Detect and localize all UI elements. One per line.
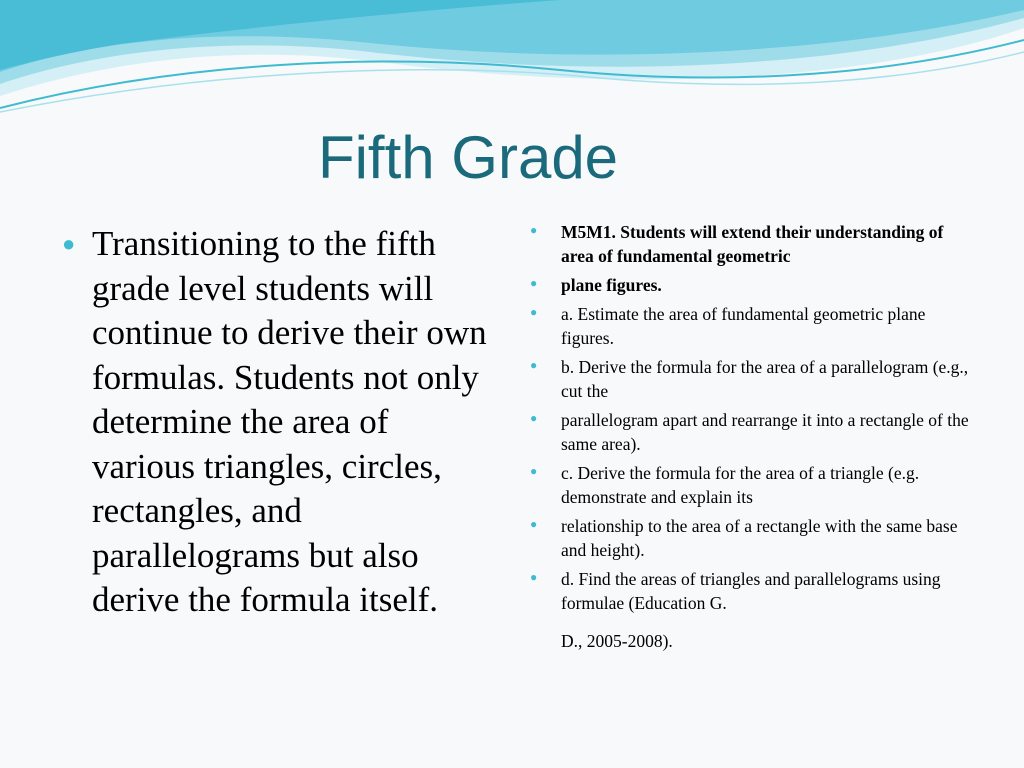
- list-item: [530, 355, 970, 403]
- list-item: [530, 461, 970, 509]
- bullet-icon: ●: [530, 411, 538, 425]
- list-item-text: plane figures.: [561, 275, 662, 295]
- list-item-continuation: [530, 629, 970, 653]
- bullet-icon: ●: [530, 517, 538, 531]
- list-item-text: b. Derive the formula for the area of a parallelogram (e.g., cut the: [561, 357, 969, 401]
- bullet-icon: ●: [62, 231, 76, 256]
- list-item: [530, 514, 970, 562]
- list-item: [530, 220, 970, 268]
- left-content-column: [62, 222, 492, 623]
- left-bullet-text: Transitioning to the fifth grade level students will continue to derive their own formulas. Students not only determine the area of various triangles, circles, rectangles, and parallelograms but also derive the formula itself.: [92, 224, 487, 619]
- right-content-list: [530, 220, 970, 658]
- list-item: [530, 408, 970, 456]
- bullet-icon: ●: [530, 305, 538, 319]
- bullet-icon: ●: [530, 276, 538, 290]
- list-item-text: d. Find the areas of triangles and parallelograms using formulae (Education G.: [561, 569, 941, 613]
- list-item-text: parallelogram apart and rearrange it into a rectangle of the same area).: [561, 410, 969, 454]
- bullet-icon: ●: [530, 464, 538, 478]
- left-bullet-item: [62, 222, 492, 623]
- list-item-text: c. Derive the formula for the area of a triangle (e.g. demonstrate and explain its: [561, 463, 920, 507]
- list-item: [530, 567, 970, 615]
- bullet-icon: ●: [530, 358, 538, 372]
- list-item: [530, 273, 970, 297]
- list-item-text: relationship to the area of a rectangle with the same base and height).: [561, 516, 958, 560]
- list-item: [530, 302, 970, 350]
- list-item-text: M5M1. Students will extend their understanding of area of fundamental geometric: [561, 222, 944, 266]
- header-wave-decoration: [0, 0, 1024, 130]
- list-item-text: D., 2005-2008).: [561, 631, 673, 651]
- bullet-icon: ●: [530, 570, 538, 584]
- list-item-text: a. Estimate the area of fundamental geometric plane figures.: [561, 304, 926, 348]
- bullet-icon: ●: [530, 223, 538, 237]
- slide-title: Fifth Grade: [317, 124, 619, 191]
